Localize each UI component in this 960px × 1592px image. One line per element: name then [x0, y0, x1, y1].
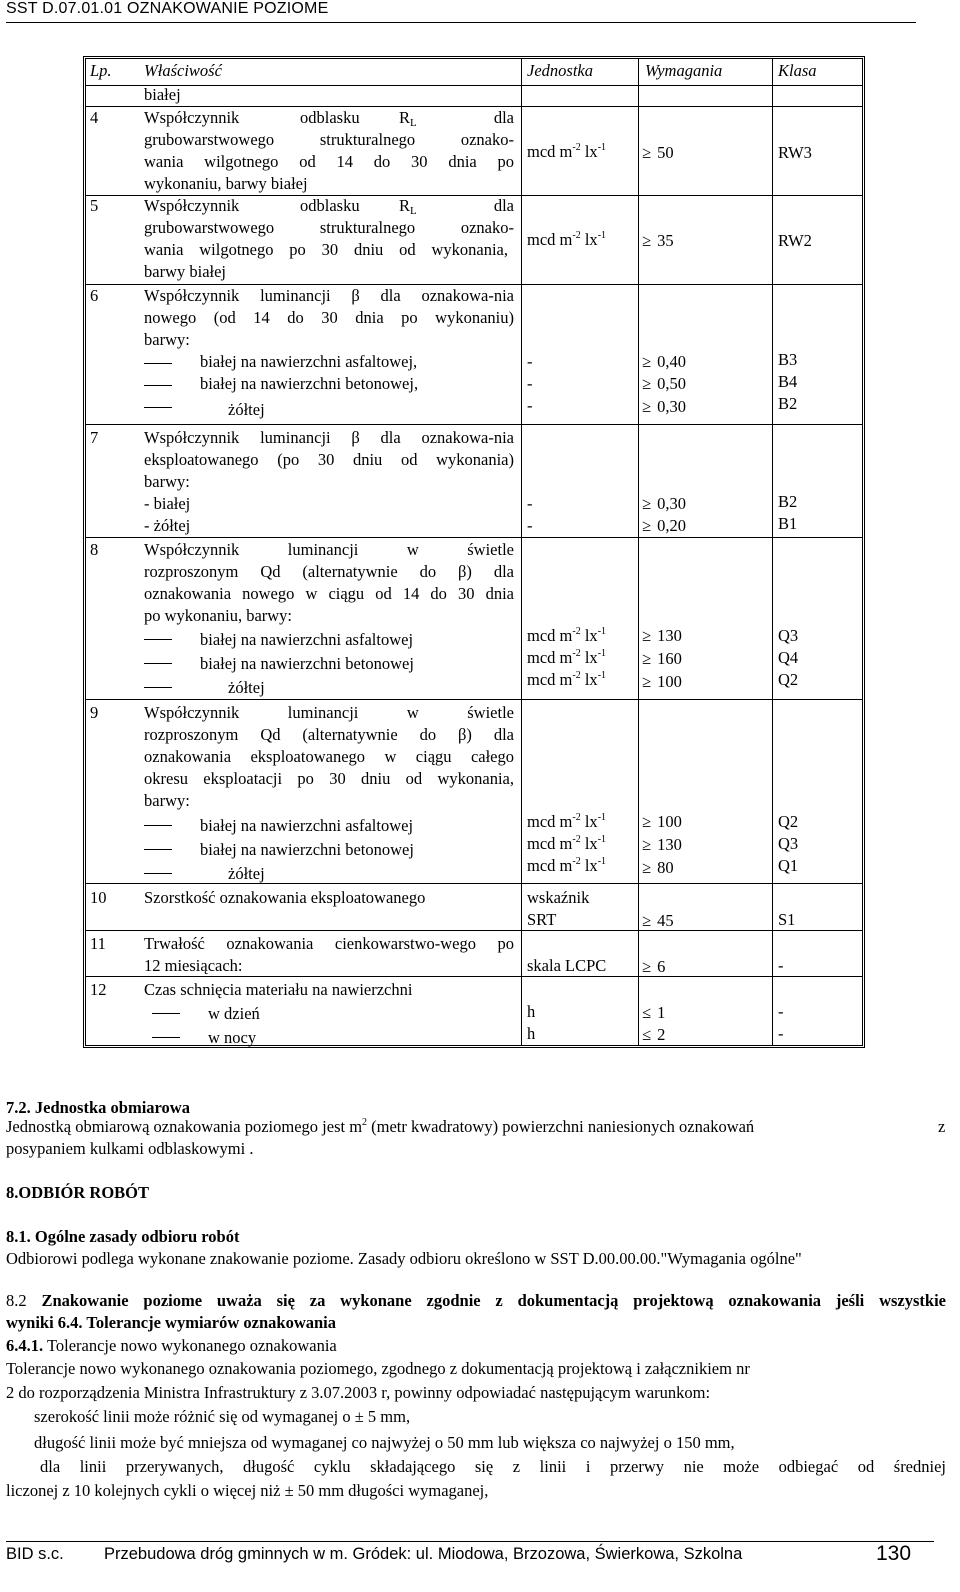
- section-6-4-1-para-line1: Tolerancje nowo wykonanego oznakowania poziomego, zgodnego z dokumentacją projektową i załącznikiem nr: [6, 1359, 750, 1378]
- row-8-item2: białej na nawierzchni betonowej: [200, 654, 414, 673]
- row-8-item3: żółtej: [228, 678, 265, 697]
- row-4-line1: Współczynnik odblasku $R_L$ dla: [144, 108, 514, 129]
- row-12-req2: ≤ 2: [642, 1025, 666, 1044]
- list-dash: [152, 1013, 180, 1014]
- list-dash: [144, 687, 172, 688]
- row-8-class3: Q2: [778, 670, 799, 689]
- row-9-req3: ≥ 80: [642, 858, 674, 877]
- row-6-line1: Współczynnik luminancji β dla oznakowa-nia: [144, 286, 514, 305]
- row-6-unit3: -: [527, 396, 533, 415]
- row-8-class2: Q4: [778, 648, 799, 667]
- row-divider: [86, 699, 862, 700]
- row-continued-text: białej: [144, 85, 181, 104]
- section-8-heading: 8.ODBIÓR ROBÓT: [6, 1183, 150, 1202]
- section-8-1-heading: 8.1. Ogólne zasady odbioru robót: [6, 1227, 240, 1246]
- list-dash: [144, 663, 172, 664]
- list-dash: [144, 873, 172, 874]
- row-5-line2: grubowarstwowego strukturalnego oznako-: [144, 218, 514, 237]
- row-7-req1: ≥ 0,30: [642, 494, 686, 513]
- row-6-class3: B2: [778, 394, 798, 413]
- col-divider: [521, 59, 522, 1045]
- row-7-line2: eksploatowanego (po 30 dniu od wykonania): [144, 450, 514, 469]
- row-7-item1: - białej: [144, 494, 191, 513]
- row-8-unit1: mcd $m^{-2}$ $lx^{-1}$: [527, 626, 607, 645]
- row-6-item1: białej na nawierzchni asfaltowej,: [200, 352, 418, 371]
- tolerance-item-2: długość linii może być mniejsza od wymaganej co najwyżej o 50 mm lub większa co najwyżej o 150 mm,: [34, 1433, 735, 1452]
- row-7-class1: B2: [778, 492, 798, 511]
- row-12-line1: Czas schnięcia materiału na nawierzchni: [144, 980, 413, 999]
- row-11-class: -: [778, 956, 784, 975]
- row-4-unit: mcd $m^{-2}$ $lx^{-1}$: [527, 142, 607, 161]
- row-8-unit2: mcd $m^{-2}$ $lx^{-1}$: [527, 648, 607, 667]
- row-7-unit1: -: [527, 494, 533, 513]
- col-header-class: Klasa: [778, 61, 817, 80]
- row-10-property: Szorstkość oznakowania eksploatowanego: [144, 888, 426, 907]
- row-4-line3: wania wilgotnego od 14 do 30 dnia po: [144, 152, 514, 171]
- col-divider: [772, 59, 773, 1045]
- row-11-line1: Trwałość oznakowania cienkowarstwo-wego po: [144, 934, 514, 953]
- footer-project: Przebudowa dróg gminnych w m. Gródek: ul. Miodowa, Brzozowa, Świerkowa, Szkolna: [104, 1545, 743, 1563]
- row-9-unit1: mcd $m^{-2}$ $lx^{-1}$: [527, 812, 607, 831]
- row-7-line1: Współczynnik luminancji β dla oznakowa-nia: [144, 428, 514, 447]
- row-12-lp: 12: [90, 980, 107, 999]
- row-11-lp: 11: [90, 934, 106, 953]
- row-11-unit: skala LCPC: [527, 956, 607, 975]
- row-10-class: S1: [778, 910, 796, 929]
- row-12-class1: -: [778, 1002, 784, 1021]
- list-dash: [144, 849, 172, 850]
- row-7-item2: - żółtej: [144, 516, 191, 535]
- row-12-req1: ≤ 1: [642, 1003, 666, 1022]
- section-7-2-heading: 7.2. Jednostka obmiarowa: [6, 1098, 190, 1117]
- row-8-req2: ≥ 160: [642, 649, 682, 668]
- table-header-row: [86, 59, 862, 86]
- row-divider: [86, 930, 862, 931]
- row-12-item1: w dzień: [208, 1004, 260, 1023]
- row-6-class1: B3: [778, 350, 798, 369]
- row-11-line2: 12 miesiącach:: [144, 956, 243, 975]
- footer-rule: [6, 1541, 934, 1542]
- row-5-lp: 5: [90, 196, 99, 215]
- row-12-class2: -: [778, 1024, 784, 1043]
- row-6-unit1: -: [527, 352, 533, 371]
- row-9-req2: ≥ 130: [642, 835, 682, 854]
- row-6-req1: ≥ 0,40: [642, 352, 686, 371]
- row-divider: [86, 424, 862, 425]
- row-12-unit2: h: [527, 1024, 536, 1043]
- row-7-class2: B1: [778, 514, 798, 533]
- section-8-1-para: Odbiorowi podlega wykonane znakowanie poziome. Zasady odbioru określono w SST D.00.00.00."Wymagania ogólne": [6, 1249, 802, 1268]
- row-5-class: RW2: [778, 231, 812, 250]
- row-8-req3: ≥ 100: [642, 672, 682, 691]
- row-8-line3: oznakowania nowego w ciągu od 14 do 30 dnia: [144, 584, 514, 603]
- page-header-title: SST D.07.01.01 OZNAKOWANIE POZIOME: [6, 0, 329, 17]
- row-8-line4: po wykonaniu, barwy:: [144, 606, 293, 625]
- list-dash: [144, 825, 172, 826]
- row-11-req: ≥ 6: [642, 957, 666, 976]
- row-9-line5: barwy:: [144, 791, 190, 810]
- row-8-line2: rozproszonym Qd (alternatywnie do β) dla: [144, 562, 514, 581]
- row-6-line3: barwy:: [144, 330, 190, 349]
- row-9-class1: Q2: [778, 812, 799, 831]
- row-8-line1: Współczynnik luminancji w świetle: [144, 540, 514, 559]
- row-8-unit3: mcd $m^{-2}$ $lx^{-1}$: [527, 670, 607, 689]
- row-4-requirement: ≥ 50: [642, 143, 674, 162]
- row-9-item2: białej na nawierzchni betonowej: [200, 840, 414, 859]
- row-5-line1: Współczynnik odblasku $R_L$ dla: [144, 196, 514, 217]
- col-header-requirements: Wymagania: [645, 61, 723, 80]
- row-6-lp: 6: [90, 286, 99, 305]
- col-header-unit: Jednostka: [527, 61, 593, 80]
- row-9-lp: 9: [90, 703, 99, 722]
- row-7-lp: 7: [90, 428, 99, 447]
- row-10-req: ≥ 45: [642, 911, 674, 930]
- section-7-2-para-line1: Jednostką obmiarową oznakowania poziomego jest $m^2$ (metr kwadratowy) powierzchni naniesionych oznakowań: [6, 1117, 755, 1136]
- row-6-class2: B4: [778, 372, 798, 391]
- col-divider: [638, 59, 639, 1045]
- row-12-item2: w nocy: [208, 1028, 257, 1047]
- section-7-2-para-line2: posypaniem kulkami odblaskowymi .: [6, 1139, 254, 1158]
- row-8-item1: białej na nawierzchni asfaltowej: [200, 630, 414, 649]
- row-6-item2: białej na nawierzchni betonowej,: [200, 374, 419, 393]
- row-9-line1: Współczynnik luminancji w świetle: [144, 703, 514, 722]
- row-7-line3: barwy:: [144, 472, 190, 491]
- footer-page-number: 130: [876, 1542, 912, 1565]
- row-divider: [86, 883, 862, 884]
- row-10-unit1: wskaźnik: [527, 888, 590, 907]
- row-8-req1: ≥ 130: [642, 626, 682, 645]
- row-9-item3: żółtej: [228, 864, 265, 883]
- requirements-table: [83, 56, 865, 1048]
- tolerance-item-3-cont: liczonej z 10 kolejnych cykli o więcej niż ± 50 mm długości wymaganej,: [6, 1481, 489, 1500]
- row-4-line2: grubowarstwowego strukturalnego oznako-: [144, 130, 514, 149]
- row-6-item3: żółtej: [228, 400, 265, 419]
- list-dash: [144, 639, 172, 640]
- row-4-line4: wykonaniu, barwy białej: [144, 174, 308, 193]
- row-4-class: RW3: [778, 143, 812, 162]
- row-9-class3: Q1: [778, 856, 799, 875]
- row-9-line4: okresu eksploatacji po 30 dniu od wykonania,: [144, 769, 514, 788]
- row-5-unit: mcd $m^{-2}$ $lx^{-1}$: [527, 230, 607, 249]
- row-8-class1: Q3: [778, 626, 799, 645]
- row-9-unit2: mcd $m^{-2}$ $lx^{-1}$: [527, 834, 607, 853]
- row-divider: [86, 537, 862, 538]
- section-8-2-line1: 8.2 Znakowanie poziome uważa się za wykonane zgodnie z dokumentacją projektową oznakowania jeśli wszystkie: [6, 1291, 946, 1310]
- row-5-requirement: ≥ 35: [642, 231, 674, 250]
- row-6-unit2: -: [527, 374, 533, 393]
- row-7-req2: ≥ 0,20: [642, 516, 686, 535]
- footer-company: BID s.c.: [6, 1545, 64, 1563]
- header-rule: [6, 22, 916, 23]
- col-header-property: Właściwość: [144, 61, 222, 80]
- row-12-unit1: h: [527, 1002, 536, 1021]
- row-9-line3: oznakowania eksploatowanego w ciągu całego: [144, 747, 514, 766]
- col-header-lp: Lp.: [90, 61, 112, 80]
- row-9-unit3: mcd $m^{-2}$ $lx^{-1}$: [527, 856, 607, 875]
- section-8-2-line2: wyniki 6.4. Tolerancje wymiarów oznakowania: [6, 1313, 337, 1332]
- row-9-line2: rozproszonym Qd (alternatywnie do β) dla: [144, 725, 514, 744]
- row-5-line3: wania wilgotnego po 30 dniu od wykonania,: [144, 240, 508, 259]
- row-9-req1: ≥ 100: [642, 812, 682, 831]
- section-6-4-1-para-line2: 2 do rozporządzenia Ministra Infrastruktury z 3.07.2003 r, powinny odpowiadać następującym warunkom:: [6, 1383, 711, 1402]
- row-9-item1: białej na nawierzchni asfaltowej: [200, 816, 414, 835]
- section-7-2-para-trailing: z: [938, 1117, 946, 1136]
- row-9-class2: Q3: [778, 834, 799, 853]
- row-5-line4: barwy białej: [144, 262, 227, 281]
- list-dash: [144, 407, 172, 408]
- section-6-4-1-heading: 6.4.1. Tolerancje nowo wykonanego oznakowania: [6, 1336, 337, 1355]
- row-6-req3: ≥ 0,30: [642, 397, 686, 416]
- row-4-lp: 4: [90, 108, 99, 127]
- row-6-req2: ≥ 0,50: [642, 374, 686, 393]
- row-10-lp: 10: [90, 888, 107, 907]
- tolerance-item-3: dla linii przerywanych, długość cyklu składającego się z linii i przerwy nie może odbiegać od średniej: [40, 1457, 946, 1476]
- list-dash: [144, 385, 172, 386]
- row-6-line2: nowego (od 14 do 30 dnia po wykonaniu): [144, 308, 514, 327]
- row-7-unit2: -: [527, 516, 533, 535]
- tolerance-item-1: szerokość linii może różnić się od wymaganej o ± 5 mm,: [34, 1407, 411, 1426]
- row-8-lp: 8: [90, 540, 99, 559]
- list-dash: [144, 363, 172, 364]
- list-dash: [152, 1037, 180, 1038]
- row-10-unit2: SRT: [527, 910, 557, 929]
